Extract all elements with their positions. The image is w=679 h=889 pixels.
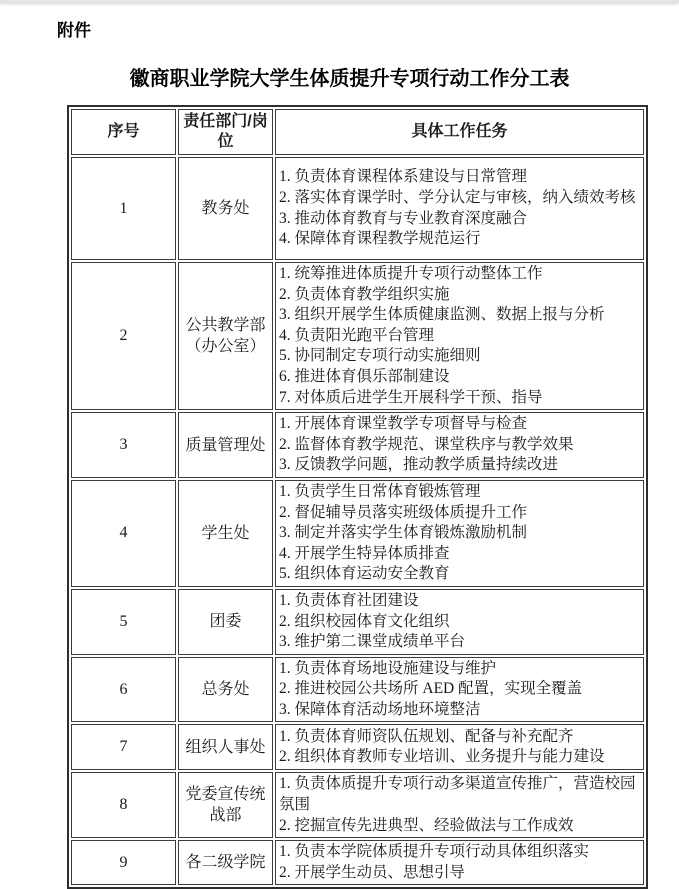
table-row [71, 724, 644, 770]
task-line: 6. 推进体育俱乐部制建设 [279, 367, 450, 385]
table-row [71, 589, 644, 655]
task-line: 4. 负责阳光跑平台管理 [279, 326, 435, 344]
table-row [71, 480, 644, 587]
task-line: 7. 对体质后进学生开展科学干预、指导 [279, 388, 543, 406]
row-tasks [275, 480, 644, 587]
row-tasks [275, 262, 644, 410]
task-line: 1. 负责体育课程体系建设与日常管理 [279, 168, 528, 186]
col-header-department: 责任部门/岗位 [178, 109, 273, 155]
row-tasks [275, 840, 644, 885]
row-serial-number: 6 [71, 657, 176, 723]
row-serial-number: 5 [71, 589, 176, 655]
task-line: 3. 推动体育教育与专业教育深度融合 [279, 209, 528, 227]
viewer-top-edge [0, 0, 679, 3]
row-serial-number: 4 [71, 480, 176, 587]
table-row [71, 412, 644, 478]
task-line: 1. 负责体育师资队伍规划、配备与补充配齐 [279, 727, 574, 745]
task-line: 2. 组织校园体育文化组织 [279, 612, 450, 630]
task-line: 4. 开展学生特异体质排查 [279, 544, 450, 562]
row-tasks [275, 657, 644, 723]
page-title: 徽商职业学院大学生体质提升专项行动工作分工表 [129, 68, 570, 90]
task-line: 1. 负责学生日常体育锻炼管理 [279, 482, 481, 500]
task-line: 2. 负责体育教学组织实施 [279, 285, 450, 303]
row-department: 公共教学部（办公室） [178, 262, 273, 410]
task-line: 4. 保障体育课程教学规范运行 [279, 230, 481, 248]
row-serial-number: 9 [71, 840, 176, 885]
task-line: 5. 组织体育运动安全教育 [279, 565, 450, 583]
table-row [71, 262, 644, 410]
row-department: 团委 [178, 589, 273, 655]
row-department: 教务处 [178, 157, 273, 260]
attachment-label: 附件 [57, 21, 91, 40]
task-line: 1. 负责体质提升专项行动多渠道宣传推广，营造校园氛围 [279, 775, 636, 814]
task-line: 2. 开展学生动员、思想引导 [279, 863, 466, 881]
task-line: 1. 统筹推进体质提升专项行动整体工作 [279, 265, 543, 282]
col-header-tasks: 具体工作任务 [275, 109, 644, 155]
task-line: 3. 制定并落实学生体育锻炼激励机制 [279, 524, 528, 542]
row-department: 组织人事处 [178, 724, 273, 770]
col-header-serial-number: 序号 [71, 109, 176, 155]
work-division-table [67, 105, 648, 889]
table-row [71, 772, 644, 838]
task-line: 3. 组织开展学生体质健康监测、数据上报与分析 [279, 306, 605, 324]
row-department: 学生处 [178, 480, 273, 587]
task-line: 2. 监督体育教学规范、课堂秩序与教学效果 [279, 435, 574, 453]
row-department: 党委宣传统战部 [178, 772, 273, 838]
task-line: 2. 组织体育教师专业培训、业务提升与能力建设 [279, 748, 605, 766]
table-header-row [71, 109, 644, 155]
task-line: 3. 保障体育活动场地环境整洁 [279, 700, 481, 718]
row-tasks [275, 724, 644, 770]
row-tasks [275, 589, 644, 655]
task-line: 2. 推进校园公共场所 AED 配置，实现全覆盖 [279, 680, 583, 698]
table-row [71, 157, 644, 260]
row-department: 总务处 [178, 657, 273, 723]
task-line: 1. 负责体育场地设施建设与维护 [279, 659, 497, 677]
row-tasks [275, 412, 644, 478]
table-body [71, 157, 644, 885]
task-line: 2. 挖掘宣传先进典型、经验做法与工作成效 [279, 816, 574, 834]
row-serial-number: 2 [71, 262, 176, 410]
task-line: 3. 反馈教学问题，推动教学质量持续改进 [279, 456, 559, 474]
table-row [71, 840, 644, 885]
task-line: 3. 维护第二课堂成绩单平台 [279, 633, 466, 651]
row-tasks [275, 772, 644, 838]
task-line: 1. 负责体育社团建设 [279, 591, 419, 609]
task-line: 2. 督促辅导员落实班级体质提升工作 [279, 503, 528, 521]
row-serial-number: 1 [71, 157, 176, 260]
row-serial-number: 3 [71, 412, 176, 478]
task-line: 2. 落实体育课学时、学分认定与审核，纳入绩效考核 [279, 188, 636, 206]
row-department: 各二级学院 [178, 840, 273, 885]
row-department: 质量管理处 [178, 412, 273, 478]
task-line: 1. 开展体育课堂教学专项督导与检查 [279, 415, 528, 433]
task-line: 5. 协同制定专项行动实施细则 [279, 347, 481, 365]
task-line: 1. 负责本学院体质提升专项行动具体组织落实 [279, 843, 590, 861]
row-serial-number: 8 [71, 772, 176, 838]
row-serial-number: 7 [71, 724, 176, 770]
row-tasks [275, 157, 644, 260]
table-row [71, 657, 644, 723]
